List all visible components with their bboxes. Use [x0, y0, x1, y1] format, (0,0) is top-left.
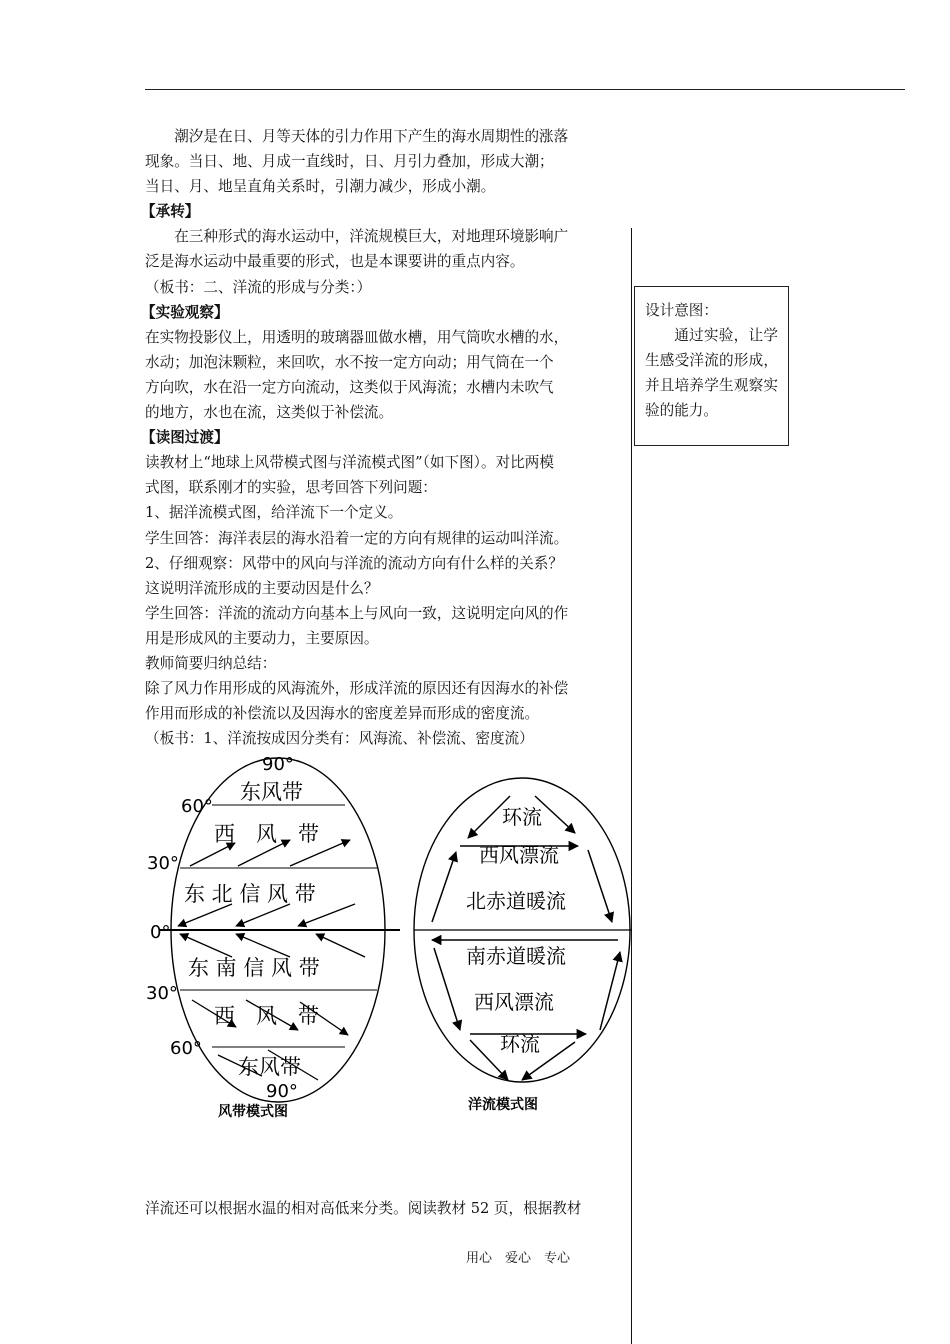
tide-line-3: 当日、月、地呈直角关系时，引潮力减少，形成小潮。 — [145, 178, 496, 196]
wind-belt-diagram — [146, 754, 400, 1120]
lat-30-north: 30° — [147, 853, 179, 874]
belt-westerly-south: 西 风 带 — [214, 1004, 319, 1028]
summary-line-1: 除了风力作用形成的风海流外，形成洋流的原因还有因海水的补偿 — [145, 680, 569, 698]
lat-60-north: 60° — [181, 796, 213, 817]
transition-line-2: 泛是海水运动中最重要的形式，也是本课要讲的重点内容。 — [145, 253, 525, 271]
belt-polar-easterly-south: 东风带 — [238, 1055, 301, 1079]
current-gyre-north: 环流 — [502, 805, 542, 829]
experiment-line-3: 方向吹，水在沿一定方向流动，这类似于风海流；水槽内未吹气 — [145, 378, 554, 396]
current-north-equatorial: 北赤道暖流 — [466, 889, 566, 913]
lat-60-south: 60° — [170, 1038, 202, 1059]
belt-ne-trade: 东 北 信 风 带 — [184, 882, 316, 906]
experiment-line-1: 在实物投影仪上，用透明的玻璃器皿做水槽，用气筒吹水槽的水， — [145, 328, 569, 346]
design-intent-body: 通过实验，让学生感受洋流的形成，并且培养学生观察实验的能力。 — [645, 327, 778, 419]
design-intent-box — [634, 286, 789, 446]
header-rule — [145, 89, 905, 90]
question-2-line-2: 这说明洋流形成的主要动因是什么？ — [145, 579, 379, 597]
summary-line-2: 作用而形成的补偿流以及因海水的密度差异而形成的密度流。 — [145, 705, 540, 723]
reading-line-1: 读教材上“地球上风带模式图与洋流模式图”（如下图）。对比两模 — [145, 454, 554, 472]
transition-heading: 【承转】 — [141, 203, 200, 221]
board-note-1: （板书：二、洋流的形成与分类：） — [145, 278, 372, 296]
belt-se-trade: 东 南 信 风 带 — [188, 956, 320, 980]
ocean-current-diagram — [414, 778, 632, 1113]
tide-line-2: 现象。当日、地、月成一直线时，日、月引力叠加，形成大潮； — [145, 153, 554, 171]
current-westerly-drift-north: 西风漂流 — [479, 843, 559, 867]
answer-1: 学生回答：海洋表层的海水沿着一定的方向有规律的运动叫洋流。 — [145, 529, 569, 547]
experiment-line-4: 的地方，水也在流，这类似于补偿流。 — [145, 404, 394, 422]
page-footer: 用心 爱心 专心 — [466, 1251, 571, 1266]
lat-90-top: 90° — [262, 754, 294, 775]
current-figure-caption: 洋流模式图 — [468, 1097, 538, 1113]
wind-figure-caption: 风带模式图 — [218, 1104, 288, 1120]
lat-0: 0° — [150, 922, 171, 943]
current-south-equatorial: 南赤道暖流 — [466, 944, 566, 968]
closing-line: 洋流还可以根据水温的相对高低来分类。阅读教材 52 页，根据教材 — [145, 1200, 582, 1217]
transition-line-1: 在三种形式的海水运动中，洋流规模巨大，对地理环境影响广 — [174, 228, 569, 246]
belt-westerly-north: 西 风 带 — [214, 822, 319, 846]
current-gyre-south: 环流 — [500, 1032, 540, 1056]
answer-2-line-2: 用是形成风的主要动力，主要原因。 — [145, 629, 379, 647]
question-2-line-1: 2、仔细观察：风带中的风向与洋流的流动方向有什么样的关系？ — [145, 554, 563, 572]
lesson-body — [141, 124, 635, 751]
lat-30-south: 30° — [146, 983, 178, 1004]
reading-heading: 【读图过渡】 — [141, 429, 229, 447]
tide-line-1: 潮汐是在日、月等天体的引力作用下产生的海水周期性的涨落 — [174, 128, 569, 145]
reading-line-2: 式图，联系刚才的实验，思考回答下列问题： — [145, 479, 437, 497]
answer-2-line-1: 学生回答：洋流的流动方向基本上与风向一致，这说明定向风的作 — [145, 604, 569, 622]
belt-polar-easterly-north: 东风带 — [240, 780, 303, 804]
lat-90-bottom: 90° — [266, 1081, 298, 1102]
experiment-heading: 【实验观察】 — [141, 303, 229, 321]
teacher-summary: 教师简要归纳总结： — [145, 654, 277, 672]
experiment-line-2: 水动；加泡沫颗粒，来回吹，水不按一定方向动；用气筒在一个 — [145, 353, 554, 371]
design-intent-title: 设计意图： — [645, 302, 718, 319]
board-note-2: （板书：1、洋流按成因分类有：风海流、补偿流、密度流） — [145, 730, 534, 748]
wind-and-current-figures — [140, 745, 640, 1125]
question-1: 1、据洋流模式图，给洋流下一个定义。 — [145, 504, 403, 522]
current-westerly-drift-south: 西风漂流 — [474, 990, 554, 1014]
